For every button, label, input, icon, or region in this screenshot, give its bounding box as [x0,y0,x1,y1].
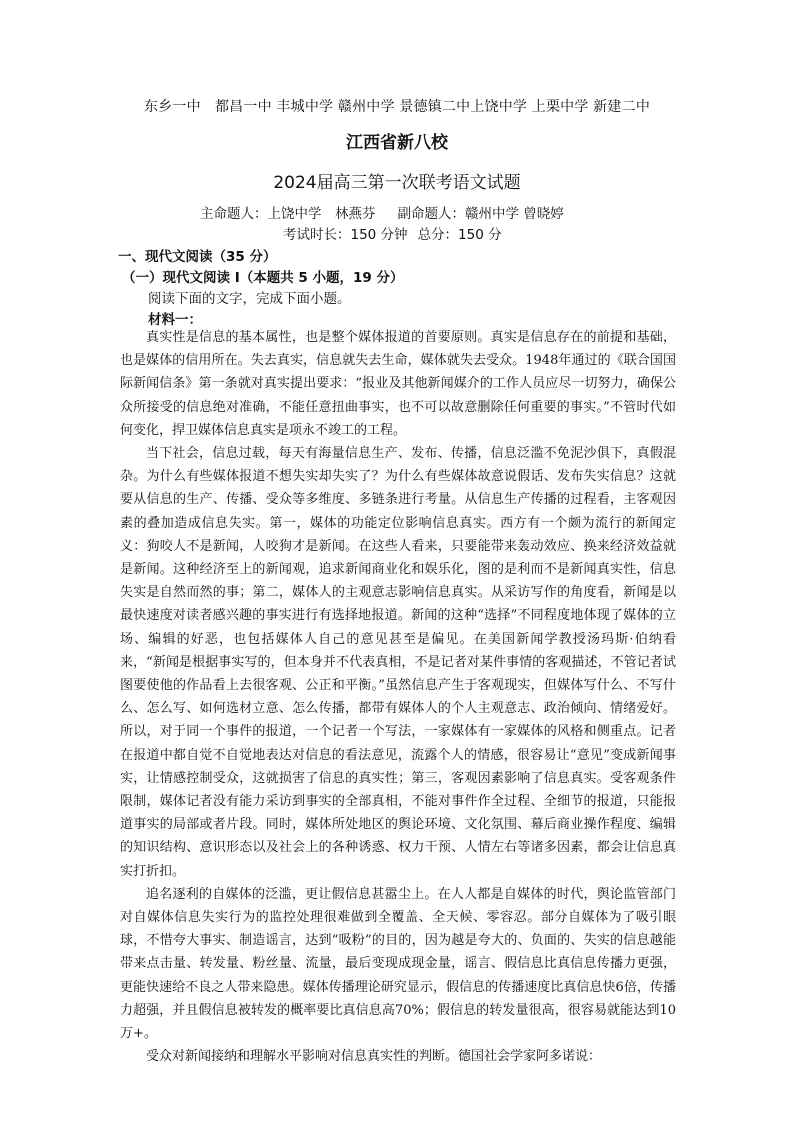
paragraph-2: 当下社会，信息过载，每天有海量信息生产、发布、传播，信息泛滥不免泥沙俱下，真假混杂。为什么有些媒体报道不想失实却失实了？为什么有些媒体故意说假话、发布失实信息？这就要从信息的生产、传播、受众等多维度、多链条进行考量。从信息生产传播的过程看，主客观因素的叠加造成信息失实。第一，媒体的功能定位影响信息真实。西方有一个颇为流行的新闻定义：狗咬人不是新闻，人咬狗才是新闻。在这些人看来，只要能带来轰动效应、换来经济效益就是新闻。这种经济至上的新闻观，追求新闻商业化和娱乐化，图的是利而不是新闻真实性，信息失实是自然而然的事；第二，媒体人的主观意志影响信息真实。从采访写作的角度看，新闻是以最快速度对读者感兴趣的事实进行有选择地报道。新闻的这种“选择”不同程度地体现了媒体的立场、编辑的好恶，也包括媒体人自己的意见甚至是偏见。在美国新闻学教授汤玛斯·伯纳看来，“新闻是根据事实写的，但本身并不代表真相，不是记者对某件事情的客观描述，不管记者试图要使他的作品看上去很客观、公正和平衡。”虽然信息产生于客观现实，但媒体写什么、不写什么、怎么写、如何选材立意、怎么传播，都带有媒体人的个人主观意志、政治倾向、情绪爱好。所以，对于同一个事件的报道，一个记者一个写法，一家媒体有一家媒体的风格和侧重点。记者在报道中都自觉不自觉地表达对信息的看法意见，流露个人的情感，很容易让“意见”变成新闻事实，让情感控制受众，这就损害了信息的真实性；第三，客观因素影响了信息真实。受客观条件限制，媒体记者没有能力采访到事实的全部真相，不能对事件作全过程、全细节的报道，只能报道事实的局部或者片段。同时，媒体所处地区的舆论环境、文化氛围、幕后商业操作程度、编辑的知识结构、意识形态以及社会上的各种诱惑、权力干预、人情左右等诸多因素，都会让信息真实打折扣。 [120,446,676,879]
reading-passage [120,326,676,1069]
timing-line [283,223,603,243]
section-heading: 一、现代文阅读（35 分） [118,249,277,265]
deputy-setter: 副命题人：赣州中学 曾晓婷 [397,206,564,222]
paragraph-4: 受众对新闻接纳和理解水平影响对信息真实性的判断。德国社会学家阿多诺说： [146,1049,602,1065]
subsection-heading: （一）现代文阅读 I（本题共 5 小题，19 分） [122,270,404,286]
exam-duration: 考试时长：150 分钟 [283,227,408,243]
instruction: 阅读下面的文字，完成下面小题。 [148,291,351,307]
exam-title: 2024届高三第一次联考语文试题 [273,173,521,193]
paragraph-3: 追名逐利的自媒体的泛滥，更让假信息甚嚣尘上。在人人都是自媒体的时代，舆论监管部门对自媒体信息失实行为的监控处理很难做到全覆盖、全天候、零容忍。部分自媒体为了吸引眼球，不惜夸大事实、制造谣言，达到“吸粉”的目的，因为越是夸大的、负面的、失实的信息越能带来点击量、转发量、粉丝量、流量，最后变现成现金量，谣言、假信息比真信息传播力更强，更能快速给不良之人带来隐患。媒体传播理论研究显示，假信息的传播速度比真信息快6倍，传播力超强，并且假信息被转发的概率要比真信息高70%；假信息的转发量很高，很容易就能达到10万+。 [120,886,676,1042]
chief-setter: 主命题人：上饶中学 林燕芬 [200,206,376,222]
union-name: 江西省新八校 [346,133,448,153]
paragraph-1: 真实性是信息的基本属性，也是整个媒体报道的首要原则。真实是信息存在的前提和基础，也是媒体的信用所在。失去真实，信息就失去生命，媒体就失去受众。1948年通过的《联合国国际新闻信条》第一条就对真实提出要求：“报业及其他新闻媒介的工作人员应尽一切努力，确保公众所接受的信息绝对准确，不能任意扭曲事实，也不可以故意删除任何重要的事实。”不管时代如何变化，捍卫媒体信息真实是项永不竣工的工程。 [120,330,676,438]
total-score: 总分：150 分 [417,227,502,243]
setters-line [200,202,680,222]
school-list: 东乡一中 都昌一中 丰城中学 赣州中学 景德镇二中上饶中学 上栗中学 新建二中 [143,99,651,115]
material-label: 材料一： [148,312,202,328]
